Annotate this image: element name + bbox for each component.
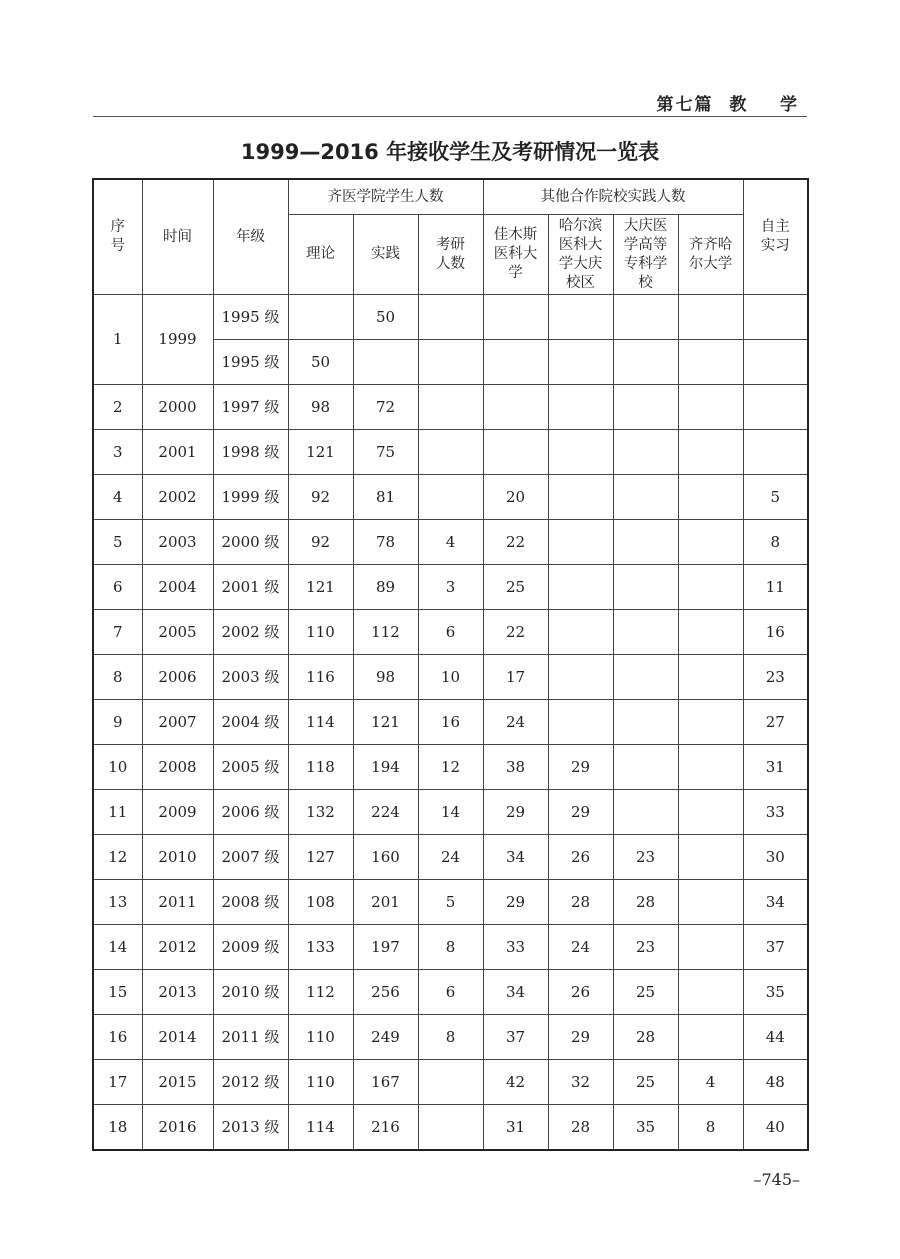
cell-qiqihar: [678, 475, 743, 520]
cell-qiqihar: [678, 745, 743, 790]
cell-daqing: 28: [613, 1015, 678, 1060]
cell-exam: [418, 385, 483, 430]
cell-jiamusi: 34: [483, 970, 548, 1015]
cell-jiamusi: 31: [483, 1105, 548, 1151]
cell-self: 40: [743, 1105, 808, 1151]
cell-practice: 78: [353, 520, 418, 565]
cell-jiamusi: 34: [483, 835, 548, 880]
cell-theory: 133: [288, 925, 353, 970]
cell-grade: 2006 级: [213, 790, 288, 835]
cell-harbin: 29: [548, 745, 613, 790]
cell-daqing: 35: [613, 1105, 678, 1151]
table-row: [93, 520, 808, 565]
cell-daqing: [613, 565, 678, 610]
cell-daqing: [613, 385, 678, 430]
table-row: [93, 1105, 808, 1151]
cell-daqing: [613, 610, 678, 655]
cell-jiamusi: 42: [483, 1060, 548, 1105]
cell-qiqihar: 4: [678, 1060, 743, 1105]
cell-qiqihar: [678, 430, 743, 475]
cell-practice: 50: [353, 295, 418, 340]
cell-practice: 81: [353, 475, 418, 520]
cell-grade: 2012 级: [213, 1060, 288, 1105]
cell-daqing: 28: [613, 880, 678, 925]
table-row: [93, 970, 808, 1015]
cell-seq: 15: [93, 970, 142, 1015]
cell-time: 2003: [142, 520, 213, 565]
cell-exam: 6: [418, 970, 483, 1015]
cell-grade: 2007 级: [213, 835, 288, 880]
cell-harbin: 29: [548, 1015, 613, 1060]
cell-seq: 13: [93, 880, 142, 925]
cell-practice: 194: [353, 745, 418, 790]
cell-daqing: 23: [613, 925, 678, 970]
cell-jiamusi: 17: [483, 655, 548, 700]
cell-exam: 4: [418, 520, 483, 565]
cell-self: [743, 340, 808, 385]
cell-theory: [288, 295, 353, 340]
cell-exam: 3: [418, 565, 483, 610]
cell-grade: 2004 级: [213, 700, 288, 745]
cell-harbin: [548, 610, 613, 655]
cell-jiamusi: 25: [483, 565, 548, 610]
cell-theory: 114: [288, 700, 353, 745]
header-jiamusi: 佳木斯 医科大 学: [483, 215, 548, 295]
cell-daqing: [613, 700, 678, 745]
cell-grade: 2008 级: [213, 880, 288, 925]
cell-theory: 92: [288, 475, 353, 520]
cell-seq: 4: [93, 475, 142, 520]
cell-time: 2008: [142, 745, 213, 790]
cell-time: 2009: [142, 790, 213, 835]
cell-grade: 2005 级: [213, 745, 288, 790]
cell-jiamusi: [483, 340, 548, 385]
cell-exam: 6: [418, 610, 483, 655]
cell-harbin: [548, 385, 613, 430]
cell-jiamusi: 20: [483, 475, 548, 520]
cell-harbin: 32: [548, 1060, 613, 1105]
cell-self: 30: [743, 835, 808, 880]
cell-qiqihar: [678, 835, 743, 880]
page-number: –745–: [753, 1170, 800, 1189]
cell-self: 34: [743, 880, 808, 925]
cell-exam: 24: [418, 835, 483, 880]
cell-seq: 10: [93, 745, 142, 790]
cell-jiamusi: [483, 385, 548, 430]
cell-practice: 72: [353, 385, 418, 430]
cell-jiamusi: 22: [483, 520, 548, 565]
cell-harbin: [548, 475, 613, 520]
cell-daqing: [613, 475, 678, 520]
cell-harbin: [548, 340, 613, 385]
cell-theory: 112: [288, 970, 353, 1015]
cell-exam: 8: [418, 925, 483, 970]
cell-harbin: [548, 520, 613, 565]
cell-exam: 12: [418, 745, 483, 790]
cell-jiamusi: 38: [483, 745, 548, 790]
cell-theory: 114: [288, 1105, 353, 1151]
table-row: [93, 790, 808, 835]
header-other-group: 其他合作院校实践人数: [483, 179, 743, 215]
cell-qiqihar: [678, 385, 743, 430]
cell-daqing: [613, 790, 678, 835]
cell-self: 48: [743, 1060, 808, 1105]
cell-daqing: [613, 520, 678, 565]
cell-practice: 224: [353, 790, 418, 835]
cell-qiqihar: [678, 700, 743, 745]
cell-time: 2000: [142, 385, 213, 430]
table-row: [93, 475, 808, 520]
cell-jiamusi: 37: [483, 1015, 548, 1060]
cell-seq: 6: [93, 565, 142, 610]
cell-self: [743, 295, 808, 340]
cell-practice: 197: [353, 925, 418, 970]
cell-grade: 2010 级: [213, 970, 288, 1015]
cell-daqing: [613, 655, 678, 700]
cell-self: 5: [743, 475, 808, 520]
cell-practice: 112: [353, 610, 418, 655]
cell-practice: [353, 340, 418, 385]
cell-time: 2004: [142, 565, 213, 610]
cell-harbin: [548, 700, 613, 745]
cell-theory: 121: [288, 430, 353, 475]
cell-seq: 17: [93, 1060, 142, 1105]
cell-exam: 14: [418, 790, 483, 835]
header-time: 时间: [142, 179, 213, 295]
table-row: [93, 655, 808, 700]
cell-self: 11: [743, 565, 808, 610]
cell-self: 37: [743, 925, 808, 970]
cell-exam: [418, 1060, 483, 1105]
cell-seq: 3: [93, 430, 142, 475]
cell-qiqihar: [678, 925, 743, 970]
cell-qiqihar: [678, 565, 743, 610]
header-practice: 实践: [353, 215, 418, 295]
cell-theory: 118: [288, 745, 353, 790]
cell-seq: 5: [93, 520, 142, 565]
cell-seq: 9: [93, 700, 142, 745]
cell-theory: 116: [288, 655, 353, 700]
cell-seq: 11: [93, 790, 142, 835]
cell-harbin: 24: [548, 925, 613, 970]
cell-time: 2001: [142, 430, 213, 475]
cell-grade: 2000 级: [213, 520, 288, 565]
cell-self: 44: [743, 1015, 808, 1060]
cell-grade: 2011 级: [213, 1015, 288, 1060]
table-row: [93, 385, 808, 430]
cell-jiamusi: 24: [483, 700, 548, 745]
cell-harbin: 28: [548, 1105, 613, 1151]
cell-harbin: 29: [548, 790, 613, 835]
cell-qiqihar: [678, 610, 743, 655]
table-row: [93, 700, 808, 745]
cell-harbin: [548, 430, 613, 475]
running-header: [93, 88, 807, 117]
cell-grade: 2009 级: [213, 925, 288, 970]
cell-practice: 98: [353, 655, 418, 700]
cell-qiqihar: [678, 340, 743, 385]
cell-self: [743, 430, 808, 475]
cell-exam: [418, 475, 483, 520]
cell-daqing: 25: [613, 970, 678, 1015]
cell-self: 16: [743, 610, 808, 655]
header-qiqihar: 齐齐哈 尔大学: [678, 215, 743, 295]
cell-jiamusi: [483, 430, 548, 475]
cell-seq: 12: [93, 835, 142, 880]
table-row: [93, 925, 808, 970]
cell-theory: 110: [288, 1060, 353, 1105]
cell-practice: 256: [353, 970, 418, 1015]
cell-seq: 1: [93, 295, 142, 385]
cell-time: 2014: [142, 1015, 213, 1060]
cell-jiamusi: 22: [483, 610, 548, 655]
cell-grade: 2002 级: [213, 610, 288, 655]
cell-time: 2006: [142, 655, 213, 700]
cell-harbin: 26: [548, 835, 613, 880]
cell-grade: 1998 级: [213, 430, 288, 475]
cell-practice: 89: [353, 565, 418, 610]
cell-theory: 108: [288, 880, 353, 925]
cell-daqing: [613, 745, 678, 790]
cell-qiqihar: [678, 790, 743, 835]
cell-exam: 5: [418, 880, 483, 925]
cell-grade: 1995 级: [213, 295, 288, 340]
cell-theory: 98: [288, 385, 353, 430]
table-row: [93, 1060, 808, 1105]
cell-practice: 201: [353, 880, 418, 925]
cell-time: 2012: [142, 925, 213, 970]
cell-exam: [418, 430, 483, 475]
cell-time: 2005: [142, 610, 213, 655]
table-row: [93, 430, 808, 475]
cell-qiqihar: 8: [678, 1105, 743, 1151]
table-row: [93, 295, 808, 340]
cell-theory: 127: [288, 835, 353, 880]
cell-daqing: [613, 295, 678, 340]
table-row: [93, 745, 808, 790]
table-row: [93, 610, 808, 655]
cell-qiqihar: [678, 970, 743, 1015]
cell-theory: 110: [288, 610, 353, 655]
cell-time: 2016: [142, 1105, 213, 1151]
cell-self: 35: [743, 970, 808, 1015]
cell-practice: 249: [353, 1015, 418, 1060]
cell-grade: 1997 级: [213, 385, 288, 430]
cell-seq: 7: [93, 610, 142, 655]
cell-theory: 110: [288, 1015, 353, 1060]
header-exam: 考研 人数: [418, 215, 483, 295]
cell-theory: 92: [288, 520, 353, 565]
cell-exam: 16: [418, 700, 483, 745]
cell-qiqihar: [678, 1015, 743, 1060]
cell-practice: 216: [353, 1105, 418, 1151]
table-row: [93, 565, 808, 610]
cell-harbin: [548, 295, 613, 340]
header-self: 自主 实习: [743, 179, 808, 295]
cell-seq: 8: [93, 655, 142, 700]
cell-grade: 2003 级: [213, 655, 288, 700]
cell-qiqihar: [678, 520, 743, 565]
section-title: 第七篇 教 学: [656, 95, 799, 115]
cell-practice: 167: [353, 1060, 418, 1105]
header-seq: 序 号: [93, 179, 142, 295]
cell-qiqihar: [678, 295, 743, 340]
cell-daqing: [613, 430, 678, 475]
cell-harbin: 26: [548, 970, 613, 1015]
cell-exam: [418, 1105, 483, 1151]
cell-exam: [418, 340, 483, 385]
cell-time: 2011: [142, 880, 213, 925]
cell-self: 31: [743, 745, 808, 790]
cell-seq: 14: [93, 925, 142, 970]
cell-practice: 121: [353, 700, 418, 745]
cell-theory: 132: [288, 790, 353, 835]
cell-exam: 10: [418, 655, 483, 700]
cell-harbin: 28: [548, 880, 613, 925]
cell-time: 2002: [142, 475, 213, 520]
cell-qiqihar: [678, 655, 743, 700]
cell-time: 2010: [142, 835, 213, 880]
cell-jiamusi: [483, 295, 548, 340]
header-grade: 年级: [213, 179, 288, 295]
cell-seq: 16: [93, 1015, 142, 1060]
cell-theory: 50: [288, 340, 353, 385]
cell-self: [743, 385, 808, 430]
cell-grade: 1995 级: [213, 340, 288, 385]
cell-self: 33: [743, 790, 808, 835]
cell-jiamusi: 29: [483, 880, 548, 925]
cell-seq: 2: [93, 385, 142, 430]
cell-jiamusi: 29: [483, 790, 548, 835]
cell-practice: 75: [353, 430, 418, 475]
table-title: 1999—2016 年接收学生及考研情况一览表: [240, 140, 660, 164]
cell-exam: [418, 295, 483, 340]
cell-grade: 2001 级: [213, 565, 288, 610]
cell-practice: 160: [353, 835, 418, 880]
cell-self: 8: [743, 520, 808, 565]
cell-daqing: 23: [613, 835, 678, 880]
cell-daqing: 25: [613, 1060, 678, 1105]
cell-harbin: [548, 565, 613, 610]
cell-theory: 121: [288, 565, 353, 610]
cell-jiamusi: 33: [483, 925, 548, 970]
cell-time: 2015: [142, 1060, 213, 1105]
cell-harbin: [548, 655, 613, 700]
cell-grade: 1999 级: [213, 475, 288, 520]
header-theory: 理论: [288, 215, 353, 295]
header-harbin: 哈尔滨 医科大 学大庆 校区: [548, 215, 613, 295]
cell-self: 27: [743, 700, 808, 745]
cell-time: 2007: [142, 700, 213, 745]
data-table: [92, 178, 809, 1151]
header-qi-group: 齐医学院学生人数: [288, 179, 483, 215]
cell-exam: 8: [418, 1015, 483, 1060]
cell-qiqihar: [678, 880, 743, 925]
table-row: [93, 835, 808, 880]
header-daqing: 大庆医 学高等 专科学 校: [613, 215, 678, 295]
cell-seq: 18: [93, 1105, 142, 1151]
table-row: [93, 880, 808, 925]
cell-self: 23: [743, 655, 808, 700]
cell-time: 2013: [142, 970, 213, 1015]
cell-time: 1999: [142, 295, 213, 385]
table-row: [93, 1015, 808, 1060]
cell-grade: 2013 级: [213, 1105, 288, 1151]
cell-daqing: [613, 340, 678, 385]
